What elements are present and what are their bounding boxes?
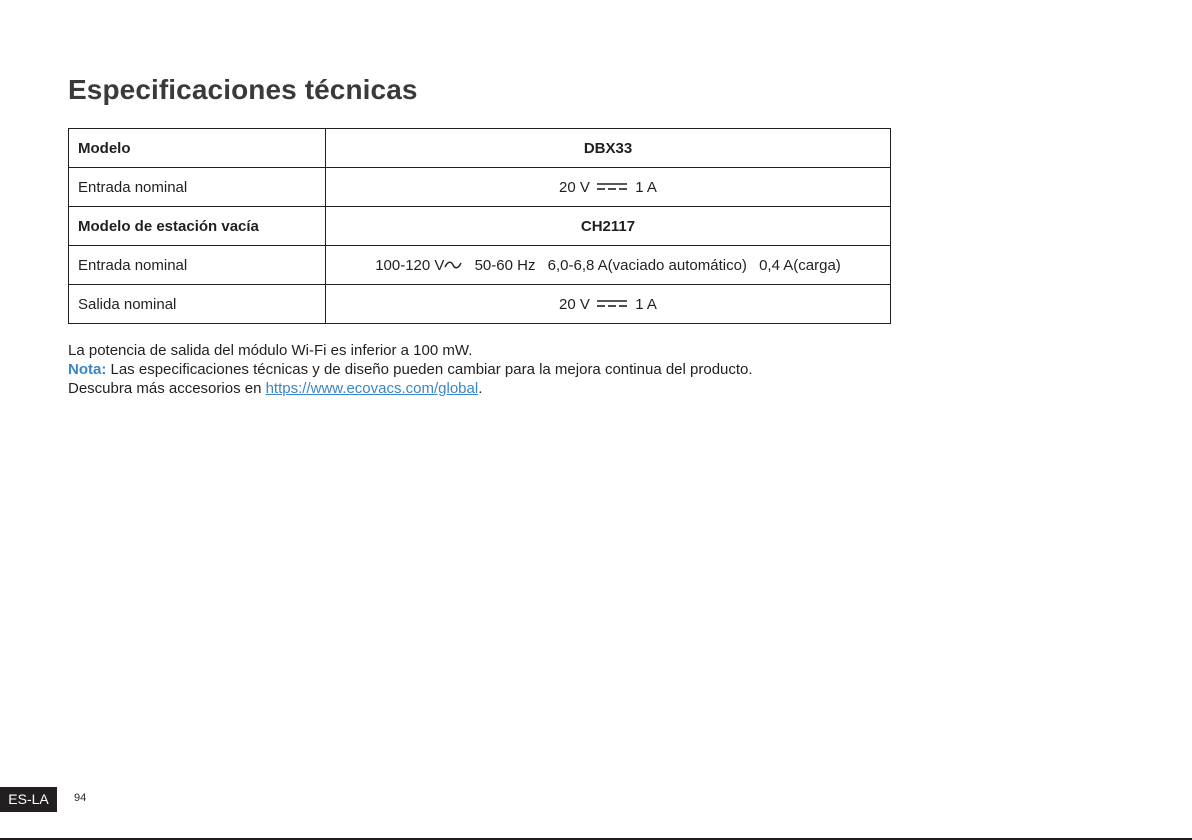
note-label: Nota: [68, 361, 107, 378]
voltage-value: 20 V [559, 295, 590, 313]
row-value [326, 285, 891, 324]
row-label: Salida nominal [69, 285, 326, 324]
table-row [69, 168, 891, 207]
current-auto-value: 6,0-6,8 A(vaciado automático) [547, 256, 747, 274]
wifi-power-note: La potencia de salida del módulo Wi-Fi es inferior a 100 mW. [68, 342, 473, 359]
table-row [69, 246, 891, 285]
accessories-note [68, 379, 753, 398]
accessories-text: Descubra más accesorios en [68, 380, 266, 397]
row-value [326, 168, 891, 207]
table-row [69, 129, 891, 168]
spec-table [68, 128, 891, 324]
language-badge: ES-LA [0, 787, 57, 812]
alternating-current-icon [444, 260, 462, 270]
direct-current-icon [597, 300, 627, 307]
voltage-range-value: 100-120 V [375, 256, 445, 274]
frequency-value: 50-60 Hz [474, 256, 536, 274]
row-value [326, 246, 891, 285]
direct-current-icon [597, 183, 627, 190]
table-row [69, 207, 891, 246]
row-label: Entrada nominal [69, 246, 326, 285]
row-value: DBX33 [326, 129, 891, 168]
row-label: Modelo [69, 129, 326, 168]
note-text: Las especificaciones técnicas y de diseño pueden cambiar para la mejora continua del producto. [106, 361, 753, 378]
row-label: Entrada nominal [69, 168, 326, 207]
notes-block [68, 341, 753, 398]
current-charge-value: 0,4 A(carga) [759, 256, 841, 274]
voltage-value: 20 V [559, 178, 590, 196]
row-label: Modelo de estación vacía [69, 207, 326, 246]
page-number: 94 [74, 792, 87, 804]
spec-change-note [68, 360, 753, 379]
accessories-end: . [478, 380, 483, 397]
table-row [69, 285, 891, 324]
ecovacs-link[interactable]: https://www.ecovacs.com/global [265, 380, 479, 397]
current-value: 1 A [635, 178, 657, 196]
row-value: CH2117 [326, 207, 891, 246]
page-title: Especificaciones técnicas [68, 74, 418, 105]
current-value: 1 A [635, 295, 657, 313]
